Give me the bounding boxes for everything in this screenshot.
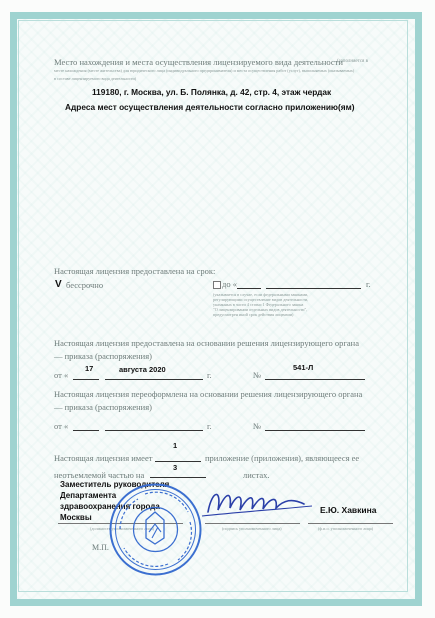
header-note-line-1: месте нахождения (месте жительства) для юридического лица (индивидуального предпринимателя) и места осуществления работ (услуг), выполняемых (оказываемых) [54, 68, 355, 73]
appendix-sheets: 3 [173, 463, 178, 472]
position-line-1: Заместитель руководителя [60, 480, 170, 489]
term-note-line-1: (указывается в случае, если федеральными законами, [213, 292, 309, 297]
reissue-text-line-2: — приказа (распоряжения) [54, 402, 152, 412]
reissue-year-label: г. [207, 421, 212, 431]
basis-from-label: от « [54, 370, 69, 380]
official-seal [108, 482, 203, 577]
signer-name: Е.Ю. Хавкина [320, 505, 377, 515]
position-line-3: здравоохранения города [60, 502, 160, 511]
until-prefix: до « [222, 279, 237, 289]
until-month-line [266, 288, 361, 289]
appendix-sheets-line [150, 477, 206, 478]
term-note-line-4: "О лицензировании отдельных видов деятельности", [213, 307, 308, 312]
until-day-line [237, 288, 261, 289]
position-line-4: Москвы [60, 513, 92, 522]
addresses-note: Адреса мест осуществления деятельности согласно приложению(ям) [65, 102, 355, 112]
reissue-number-line [265, 430, 365, 431]
handwritten-signature [200, 482, 315, 522]
until-checkbox [213, 281, 221, 289]
basis-text-line-1: Настоящая лицензия предоставлена на основании решения лицензирующего органа [54, 338, 359, 348]
header-title: Место нахождения и места осуществления лицензируемого вида деятельности [54, 57, 344, 67]
appendix-text-after: приложение (приложения), являющееся ее [205, 453, 360, 463]
term-label: Настоящая лицензия предоставлена на срок: [54, 266, 216, 276]
indefinite-checkmark: V [55, 279, 62, 290]
basis-day-line [73, 379, 99, 380]
indefinite-label: бессрочно [66, 280, 104, 290]
seal-place-label: М.П. [92, 543, 109, 552]
basis-text-line-2: — приказа (распоряжения) [54, 351, 152, 361]
basis-day: 17 [85, 364, 94, 373]
basis-number: 541-Л [293, 363, 314, 372]
until-suffix: г. [366, 279, 371, 289]
reissue-text-line-1: Настоящая лицензия переоформлена на основании решения лицензирующего органа [54, 389, 363, 399]
term-note-line-5: предусмотрен иной срок действия лицензии) [213, 312, 294, 317]
header-note-line-2: в составе лицензируемого вида деятельности) [54, 76, 137, 81]
license-address: 119180, г. Москва, ул. Б. Полянка, д. 42, стр. 4, этаж чердак [92, 87, 332, 97]
appendix-count: 1 [173, 441, 178, 450]
reissue-from-label: от « [54, 421, 69, 431]
position-line-2: Департамента [60, 491, 117, 500]
header-title-note: (заполняется в [337, 59, 368, 64]
basis-number-label: № [253, 370, 262, 380]
signature-caption: (подпись уполномоченного лица) [222, 526, 282, 531]
reissue-month-line [105, 430, 203, 431]
basis-month-line [105, 379, 203, 380]
appendix-text-line-2: неотъемлемой частью на [54, 470, 145, 480]
position-caption: (должность уполномоченного лица) [90, 526, 155, 531]
appendix-text-before: Настоящая лицензия имеет [54, 453, 153, 463]
basis-number-line [265, 379, 365, 380]
reissue-day-line [73, 430, 99, 431]
basis-year-label: г. [207, 370, 212, 380]
term-note-line-2: регулирующими осуществление видов деятельности, [213, 297, 309, 302]
term-note-line-3: указанных в части 4 статьи 1 Федерального закона [213, 302, 304, 307]
reissue-number-label: № [253, 421, 262, 431]
basis-month: августа 2020 [119, 365, 166, 374]
name-caption: (ф.и.о. уполномоченного лица) [318, 526, 374, 531]
appendix-sheets-label: листах. [243, 470, 270, 480]
name-line [308, 523, 393, 524]
signature-line [205, 523, 300, 524]
appendix-count-line [155, 461, 201, 462]
